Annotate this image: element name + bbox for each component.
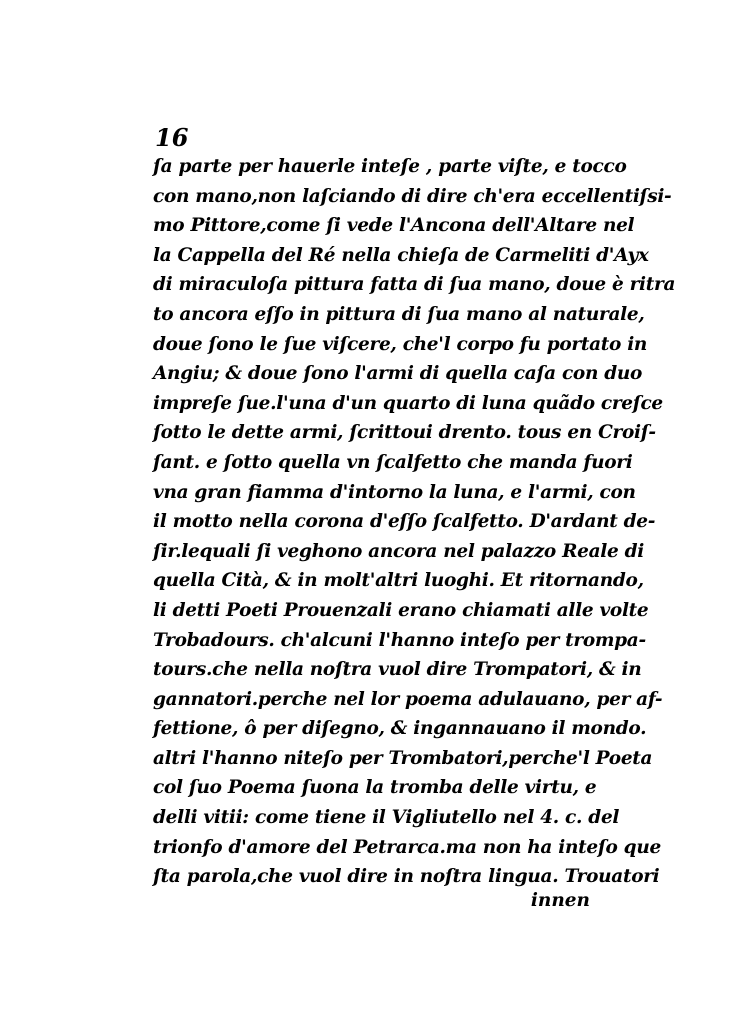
text-line: delli vitii: come tiene il Vigliutello nel 4. c. del — [153, 807, 620, 829]
text-line: gannatori.perche nel lor poema adulauano, per af- — [153, 688, 663, 710]
catchword: innen — [530, 890, 590, 911]
text-line: Trobadours. ch'alcuni l'hanno inteſo per trompa- — [153, 629, 646, 651]
text-line: tours.che nella noſtra vuol dire Trompatori, & in — [153, 659, 642, 681]
body-text — [153, 152, 676, 892]
page-number: 16 — [155, 123, 189, 152]
text-line: impreſe ſue.l'una d'un quarto di luna quãdo creſce — [153, 392, 663, 414]
text-line: con mano,non laſciando di dire ch'era eccellentiſsi- — [153, 185, 672, 207]
text-line: mo Pittore,come ſi vede l'Ancona dell'Altare nel — [153, 215, 635, 237]
text-line: ſant. e ſotto quella vn ſcalfetto che manda fuori — [153, 451, 633, 473]
text-line: col ſuo Poema ſuona la tromba delle virtu, e — [153, 777, 597, 799]
text-line: vna gran fiamma d'intorno la luna, e l'armi, con — [153, 481, 636, 503]
text-line: la Cappella del Ré nella chieſa de Carmeliti d'Ayx — [153, 244, 649, 266]
text-line: il motto nella corona d'eſſo ſcalfetto. D'ardant de- — [153, 511, 656, 533]
text-line: trionfo d'amore del Petrarca.ma non ha inteſo que — [153, 836, 661, 858]
text-line: ſa parte per hauerle inteſe , parte viſte, e tocco — [153, 156, 627, 177]
text-line: Angiu; & doue ſono l'armi di quella caſa con duo — [153, 363, 643, 385]
text-line: doue ſono le ſue viſcere, che'l corpo fu portato in — [153, 333, 648, 355]
text-line: quella Cità, & in molt'altri luoghi. Et ritornando, — [153, 570, 644, 592]
text-line: di miraculoſa pittura fatta di ſua mano, doue è ritra — [153, 274, 676, 296]
text-line: to ancora eſſo in pittura di ſua mano al naturale, — [153, 303, 645, 325]
text-line: altri l'hanno niteſo per Trombatori,perche'l Poeta — [153, 747, 653, 769]
text-line: fettione, ô per diſegno, & ingannauano il mondo. — [153, 718, 647, 740]
text-line: li detti Poeti Prouenzali erano chiamati alle volte — [153, 599, 649, 621]
text-line: ſta parola,che vuol dire in noſtra lingua. Trouatori — [153, 866, 660, 888]
text-line: ſotto le dette armi, ſcrittoui drento. tous en Croiſ- — [153, 422, 656, 444]
text-line: ſir.lequali ſi veghono ancora nel palazzo Reale di — [153, 540, 645, 562]
